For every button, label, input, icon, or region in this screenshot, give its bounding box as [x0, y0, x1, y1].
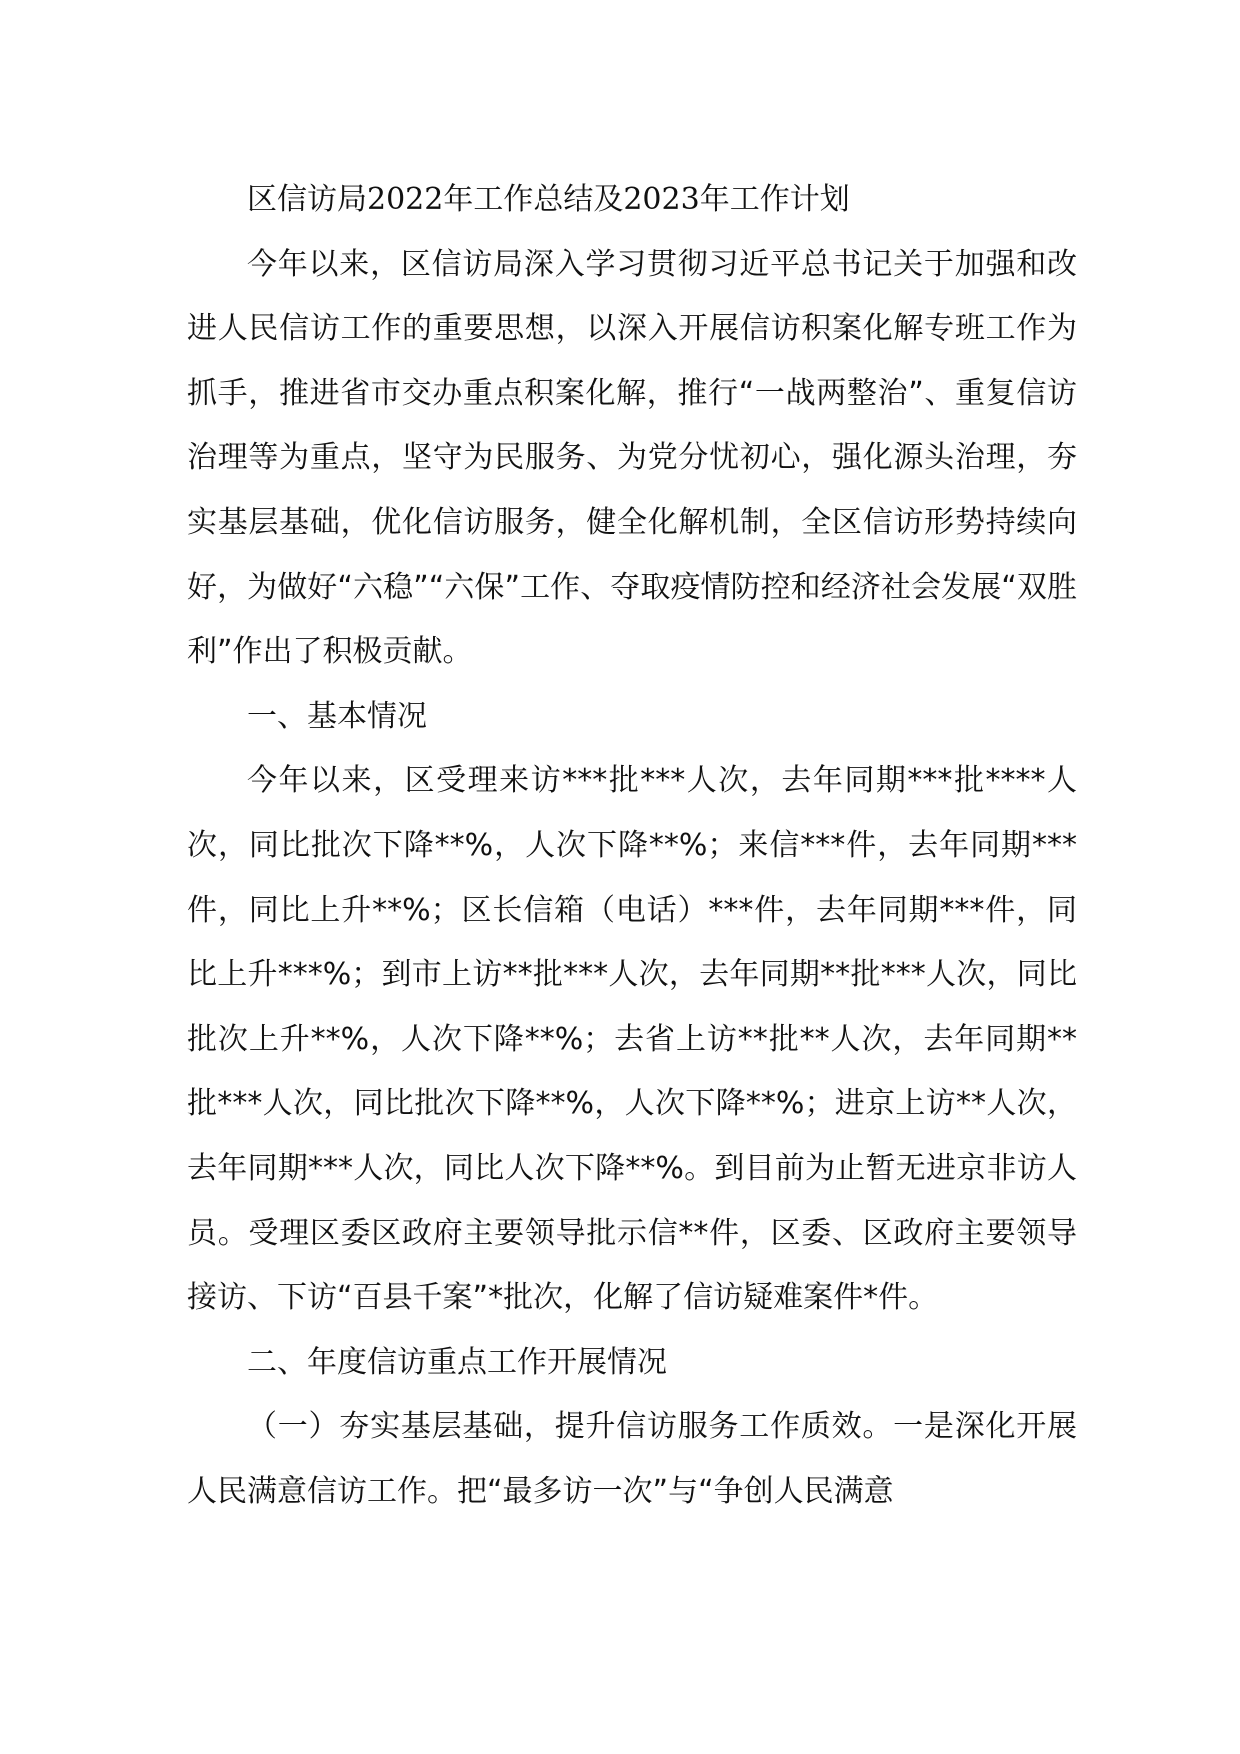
- section-heading-basic-situation: 一、基本情况: [247, 698, 427, 734]
- section-heading-key-work: 二、年度信访重点工作开展情况: [247, 1344, 667, 1380]
- document-title: 区信访局2022年工作总结及2023年工作计划: [247, 182, 850, 217]
- subsection-paragraph: （一）夯实基层基础，提升信访服务工作质效。一是深化开展人民满意信访工作。把“最多访一次”与“争创人民满意: [187, 1409, 1077, 1509]
- statistics-paragraph: 今年以来，区受理来访***批***人次，去年同期***批****人次，同比批次下降**%，人次下降**%；来信***件，去年同期***件，同比上升**%；区长信箱（电话）***件，去年同期***件，同比上升***%；到市上访**批***人次，去年同期**批***人次，同比批次上升**%，人次下降**%；去省上访**批**人次，去年同期**批***人次，同比批次下降**%，人次下降**%；进京上访**人次，去年同期***人次，同比人次下降**%。到目前为止暂无进京非访人员。受理区委区政府主要领导批示信**件，区委、区政府主要领导接访、下访“百县千案”*批次，化解了信访疑难案件*件。: [187, 763, 1077, 1316]
- document-page: [187, 168, 1077, 1524]
- intro-paragraph: 今年以来，区信访局深入学习贯彻习近平总书记关于加强和改进人民信访工作的重要思想，以深入开展信访积案化解专班工作为抓手，推进省市交办重点积案化解，推行“一战两整治”、重复信访治理等为重点，坚守为民服务、为党分忧初心，强化源头治理，夯实基层基础，优化信访服务，健全化解机制，全区信访形势持续向好，为做好“六稳”“六保”工作、夺取疫情防控和经济社会发展“双胜利”作出了积极贡献。: [187, 246, 1077, 670]
